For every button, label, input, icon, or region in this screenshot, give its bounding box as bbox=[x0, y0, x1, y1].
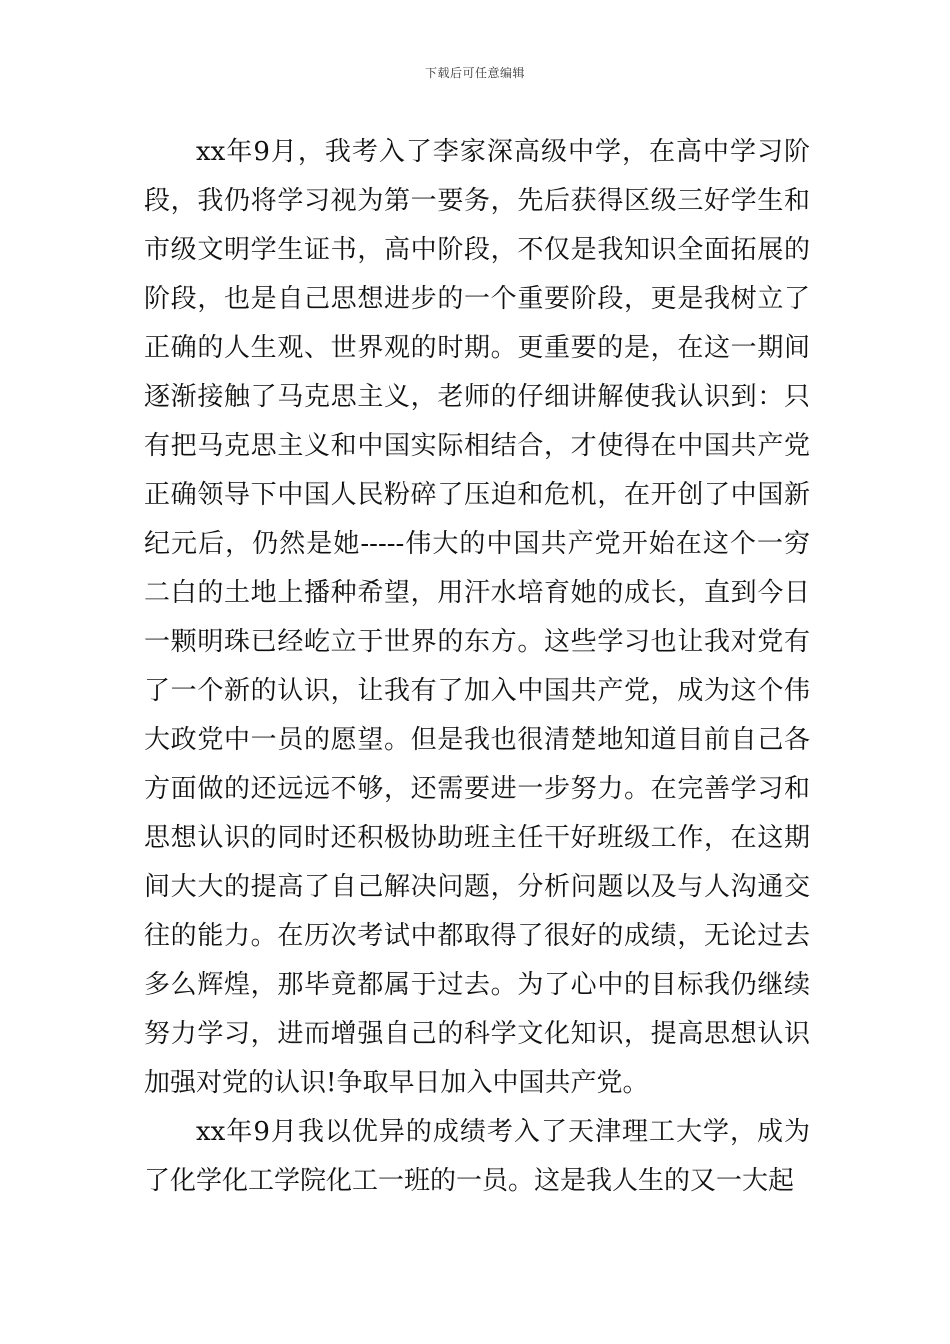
page-header: 下载后可任意编辑 bbox=[424, 66, 525, 80]
paragraph-1: xx年9月，我考入了李家深高级中学，在高中学习阶段，我仍将学习视为第一要务，先后获得区级三好学生和市级文明学生证书，高中阶段，不仅是我知识全面拓展的阶段，也是自己思想进步的一个重要阶段，更是我树立了正确的人生观、世界观的时期。更重要的是，在这一期间逐渐接触了马克思主义，老师的仔细讲解使我认识到：只有把马克思主义和中国实际相结合，才使得在中国共产党正确领导下中国人民粉碎了压迫和危机，在开创了中国新纪元后，仍然是她-----伟大的中国共产党开始在这个一穷二白的土地上播种希望，用汗水培育她的成长，直到今日一颗明珠已经屹立于世界的东方。这些学习也让我对党有了一个新的认识，让我有了加入中国共产党，成为这个伟大政党中一员的愿望。但是我也很清楚地知道目前自己各方面做的还远远不够，还需要进一步努力。在完善学习和思想认识的同时还积极协助班主任干好班级工作，在这期间大大的提高了自己解决问题，分析问题以及与人沟通交往的能力。在历次考试中都取得了很好的成绩，无论过去多么辉煌，那毕竟都属于过去。为了心中的目标我仍继续努力学习，进而增强自己的科学文化知识，提高思想认识加强对党的认识!争取早日加入中国共产党。 bbox=[144, 137, 810, 1098]
document-body bbox=[144, 128, 810, 1206]
paragraph-2: xx年9月我以优异的成绩考入了天津理工大学，成为了化学化工学院化工一班的一员。这是我人生的又一大起 bbox=[144, 1117, 810, 1196]
